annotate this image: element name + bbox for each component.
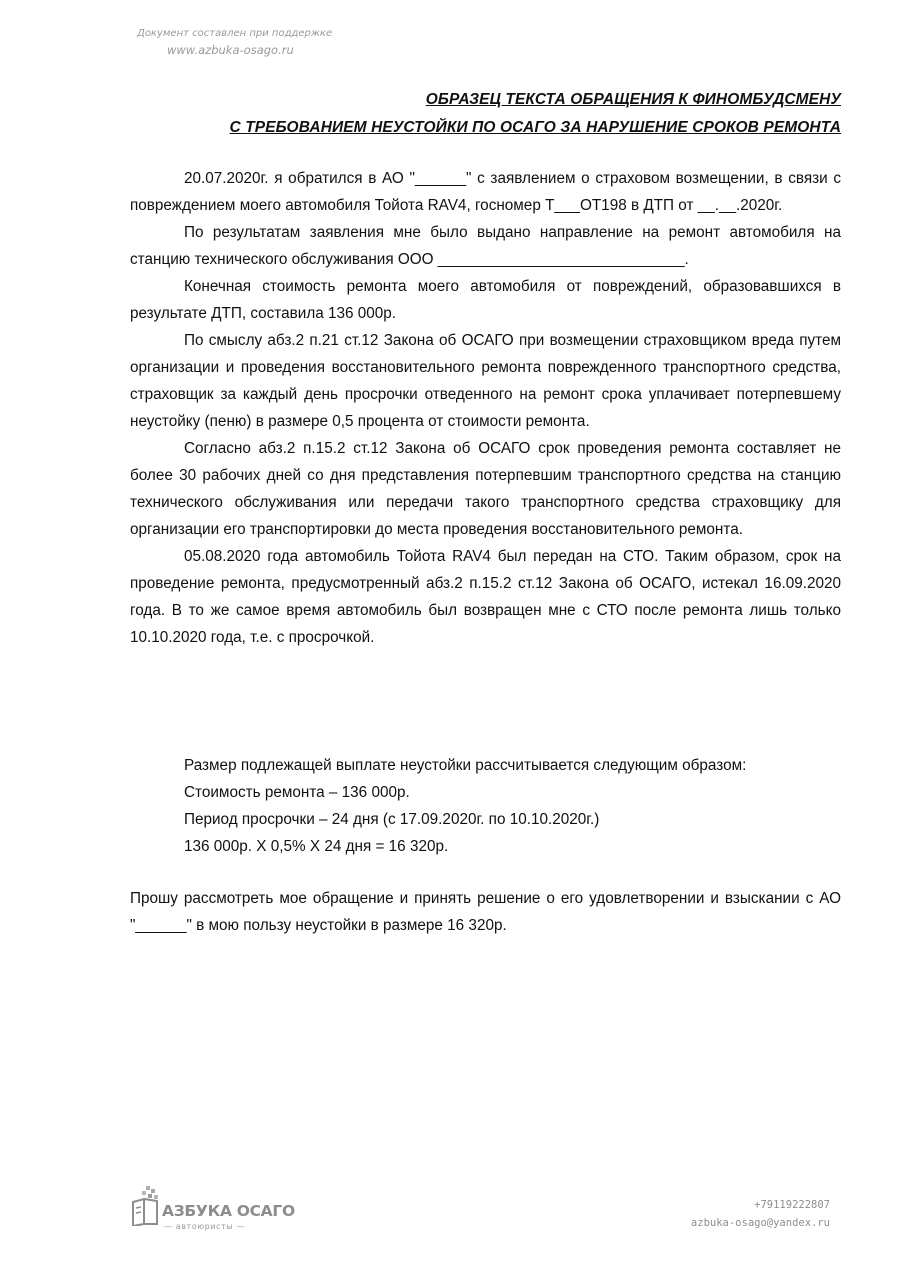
contact-phone: +79119222807 bbox=[754, 1199, 830, 1211]
book-logo-icon bbox=[130, 1186, 160, 1226]
paragraph-law-term: Согласно абз.2 п.15.2 ст.12 Закона об ОСАГО срок проведения ремонта составляет не более 30 рабочих дней со дня представления потерпевшим транспортного средства на станцию технического обслуживания или передачи такого транспортного средства страховщику для организации его транспортировки до места проведения восстановительного ремонта. bbox=[130, 440, 841, 538]
footer-contacts bbox=[691, 1196, 830, 1232]
calculation-block bbox=[184, 752, 746, 860]
calculation-period: Период просрочки – 24 дня (с 17.09.2020г. по 10.10.2020г.) bbox=[184, 811, 600, 828]
logo-text: АЗБУКА ОСАГО bbox=[162, 1202, 295, 1220]
title-line-2: С ТРЕБОВАНИЕМ НЕУСТОЙКИ ПО ОСАГО ЗА НАРУШЕНИЕ СРОКОВ РЕМОНТА bbox=[229, 119, 841, 136]
paragraph-referral: По результатам заявления мне было выдано направление на ремонт автомобиля на станцию технического обслуживания ООО _____________________________. bbox=[130, 224, 841, 268]
title-line-1: ОБРАЗЕЦ ТЕКСТА ОБРАЩЕНИЯ К ФИНОМБУДСМЕНУ bbox=[425, 91, 841, 108]
contact-email: azbuka-osago@yandex.ru bbox=[690, 1217, 830, 1229]
calculation-cost: Стоимость ремонта – 136 000р. bbox=[184, 784, 410, 801]
watermark-caption: Документ составлен при поддержке bbox=[137, 28, 333, 39]
paragraph-law-penalty: По смыслу абз.2 п.21 ст.12 Закона об ОСАГО при возмещении страховщиком вреда путем организации и проведения восстановительного ремонта поврежденного транспортного средства, страховщик за каждый день просрочки отведенного на ремонт срока уплачивает потерпевшему неустойку (пеню) в размере 0,5 процента от стоимости ремонта. bbox=[130, 332, 841, 430]
request-paragraph: Прошу рассмотреть мое обращение и принять решение о его удовлетворении и взыскании с АО "______" в мою пользу неустойки в размере 16 320р. bbox=[130, 890, 841, 934]
document-title bbox=[130, 86, 841, 142]
footer-logo bbox=[130, 1180, 295, 1240]
logo-subtitle: — автоюристы — bbox=[164, 1222, 246, 1231]
watermark-url: www.azbuka-osago.ru bbox=[167, 43, 294, 57]
document-body bbox=[130, 165, 841, 651]
paragraph-delay-facts: 05.08.2020 года автомобиль Тойота RAV4 был передан на СТО. Таким образом, срок на проведение ремонта, предусмотренный абз.2 п.15.2 ст.12 Закона об ОСАГО, истекал 16.09.2020 года. В то же самое время автомобиль был возвращен мне с СТО после ремонта лишь только 10.10.2020 года, т.е. с просрочкой. bbox=[130, 548, 841, 646]
paragraph-application: 20.07.2020г. я обратился в АО "______" с заявлением о страховом возмещении, в связи с повреждением моего автомобиля Тойота RAV4, госномер Т___ОТ198 в ДТП от __.__.2020г. bbox=[130, 170, 841, 214]
watermark bbox=[137, 26, 332, 58]
paragraph-repair-cost: Конечная стоимость ремонта моего автомобиля от повреждений, образовавшихся в результате ДТП, составила 136 000р. bbox=[130, 278, 841, 322]
calculation-intro: Размер подлежащей выплате неустойки рассчитывается следующим образом: bbox=[184, 757, 747, 774]
calculation-formula: 136 000р. X 0,5% X 24 дня = 16 320р. bbox=[184, 838, 449, 855]
